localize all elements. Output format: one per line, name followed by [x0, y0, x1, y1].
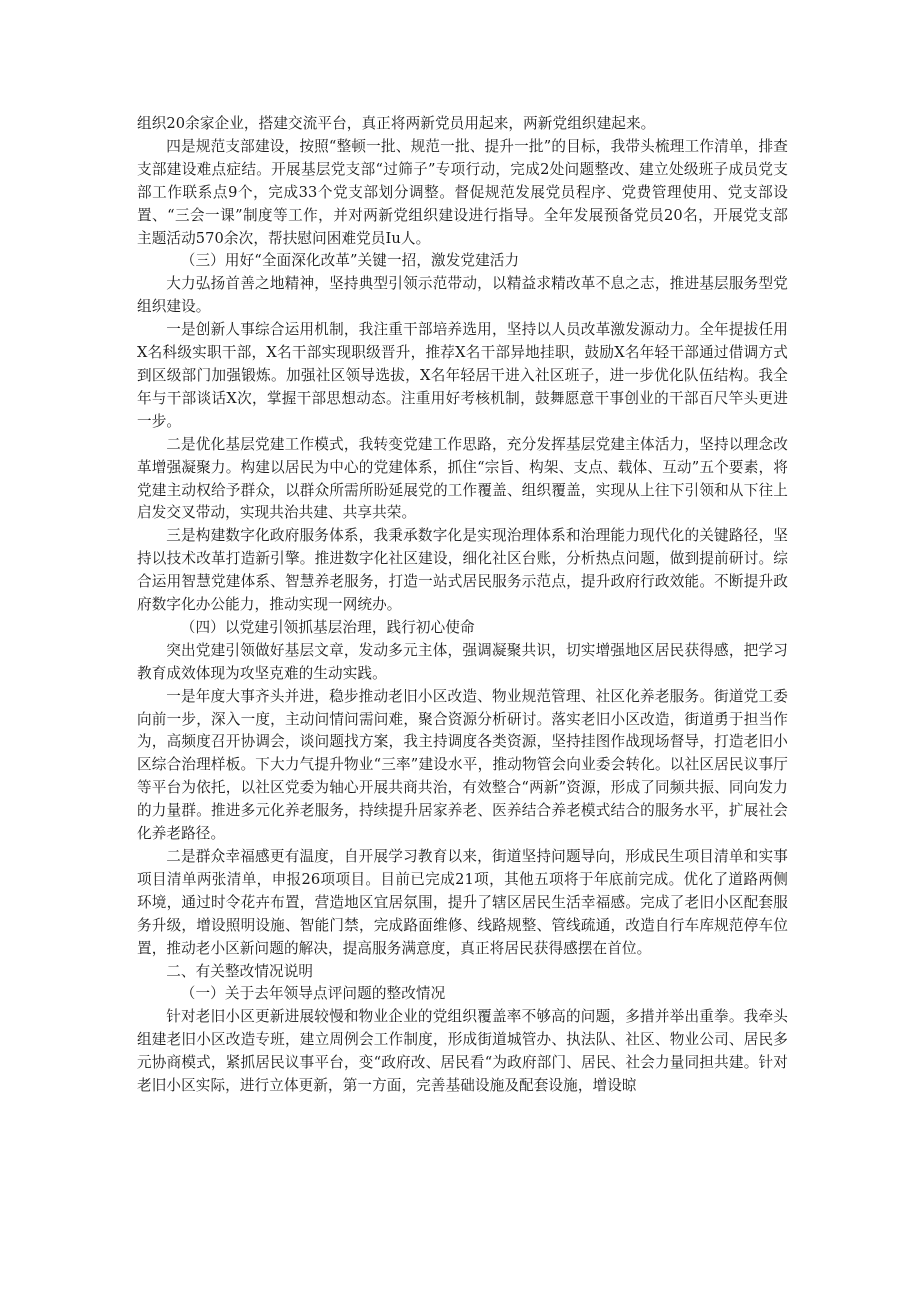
paragraph-9: 突出党建引领做好基层文章，发动多元主体，强调凝聚共识，切实增强地区居民获得感，把学习教育成效体现为攻坚克难的生动实践。 [137, 641, 788, 682]
paragraph-5: 一是创新人事综合运用机制，我注重干部培养选用，坚持以人员改革激发源动力。全年提拔任用X名科级实职干部，X名干部实现职级晋升，推荐X名干部异地挂职，鼓励X名年轻干部通过借调方式到区级部门加强锻炼。加强社区领导选拔，X名年轻居干进入社区班子，进一步优化队伍结构。我全年与干部谈话X次，掌握干部思想动态。注重用好考核机制，鼓舞愿意干事创业的干部百尺竿头更进一步。 [137, 321, 788, 430]
document-page [137, 113, 788, 1098]
paragraph-7: 三是构建数字化政府服务体系，我秉承数字化是实现治理体系和治理能力现代化的关键路径，坚持以技术改革打造新引擎。推进数字化社区建设，细化社区台账，分析热点问题，做到提前研讨。综合运用智慧党建体系、智慧养老服务，打造一站式居民服务示范点，提升政府行政效能。不断提升政府数字化办公能力，推动实现一网统办。 [137, 527, 788, 614]
paragraph-4: 大力弘扬首善之地精神，坚持典型引领示范带动，以精益求精改革不息之志，推进基层服务型党组织建设。 [137, 275, 788, 316]
section-heading-2: 二、有关整改情况说明 [166, 962, 314, 980]
section-heading-3: （三）用好“全面深化改革”关键一招，激发党建活力 [180, 252, 520, 270]
paragraph-11: 二是群众幸福感更有温度，自开展学习教育以来，街道坚持问题导向，形成民生项目清单和实事项目清单两张清单，申报26项项目。目前已完成21项，其他五项将于年底前完成。优化了道路两侧环境，通过时令花卉布置，营造地区宜居氛围，提升了辖区居民生活幸福感。完成了老旧小区配套服务升级，增设照明设施、智能门禁，完成路面维修、线路规整、管线疏通，改造自行车库规范停车位置，推动老小区新问题的解决，提高服务满意度，真正将居民获得感摆在首位。 [137, 848, 788, 957]
paragraph-14: 针对老旧小区更新进展较慢和物业企业的党组织覆盖率不够高的问题，多措并举出重拳。我牵头组建老旧小区改造专班，建立周例会工作制度，形成街道城管办、执法队、社区、物业公司、居民多元协商模式，紧抓居民议事平台，变“政府改、居民看“为政府部门、居民、社会力量同担共建。针对老旧小区实际，进行立体更新，第一方面，完善基础设施及配套设施，增设晾 [137, 1008, 788, 1095]
paragraph-1: 组织20余家企业，搭建交流平台，真正将两新党员用起来，两新党组织建起来。 [137, 115, 656, 132]
paragraph-6: 二是优化基层党建工作模式，我转变党建工作思路，充分发挥基层党建主体活力，坚持以理念改革增强凝聚力。构建以居民为中心的党建体系，抓住“宗旨、构架、支点、载体、互动”五个要素，将党建主动权给予群众，以群众所需所盼延展党的工作覆盖、组织覆盖，实现从上往下引领和从下往上启发交叉带动，实现共治共建、共享共荣。 [137, 435, 788, 522]
paragraph-2: 四是规范支部建设，按照“整顿一批、规范一批、提升一批”的目标，我带头梳理工作清单，排查支部建设难点症结。开展基层党支部“过筛子”专项行动，完成2处问题整改、建立处级班子成员党支部工作联系点9个，完成33个党支部划分调整。督促规范发展党员程序、党费管理使用、党支部设置、“三会一课”制度等工作，并对两新党组织建设进行指导。全年发展预备党员20名，开展党支部主题活动570余次，帮扶慰问困难党员Iu人。 [137, 137, 788, 247]
section-heading-2-1: （一）关于去年领导点评问题的整改情况 [180, 985, 446, 1003]
paragraph-10: 一是年度大事齐头并进，稳步推动老旧小区改造、物业规范管理、社区化养老服务。街道党工委向前一步，深入一度，主动问情问需问难，聚合资源分析研讨。落实老旧小区改造，街道勇于担当作为，高频度召开协调会，谈问题找方案，我主持调度各类资源，坚持挂图作战现场督导，打造老旧小区综合治理样板。下大力气提升物业“三率”建设水平，推动物管会向业委会转化。以社区居民议事厅等平台为依托，以社区党委为轴心开展共商共治，有效整合“两新”资源，形成了同频共振、同向发力的力量群。推进多元化养老服务，持续提升居家养老、医养结合养老模式结合的服务水平，扩展社会化养老路径。 [137, 687, 788, 843]
section-heading-4: （四）以党建引领抓基层治理，践行初心使命 [180, 618, 475, 636]
